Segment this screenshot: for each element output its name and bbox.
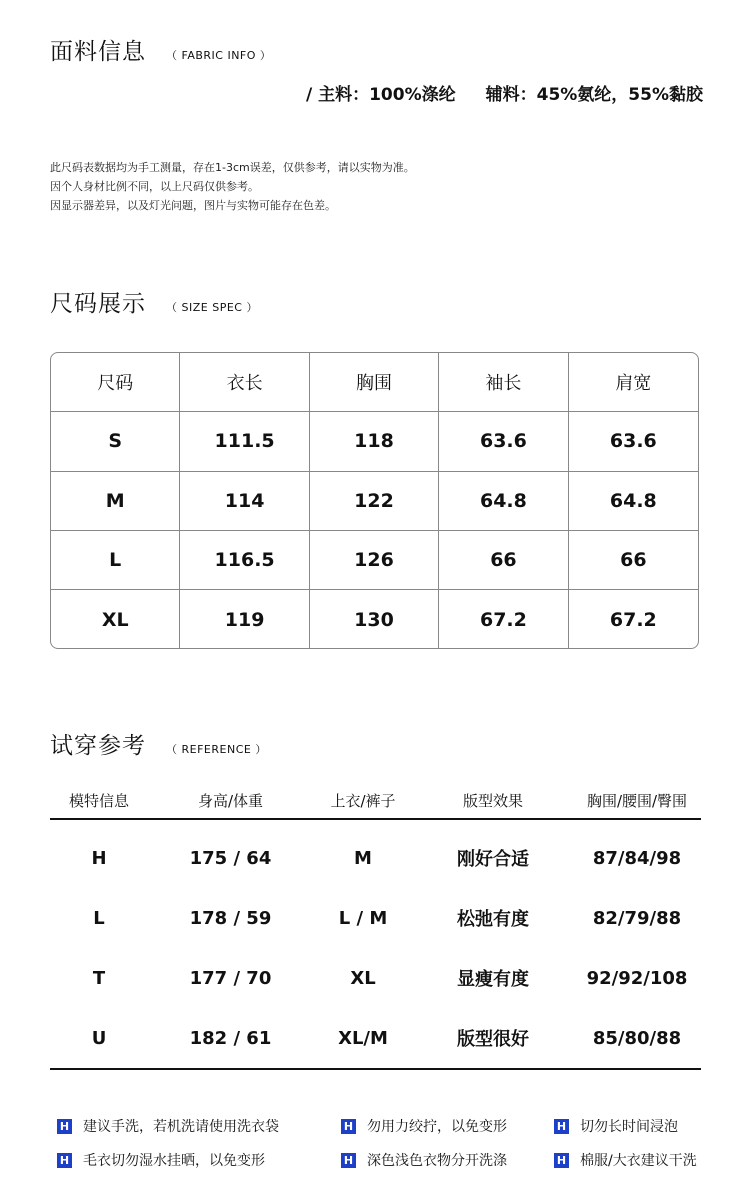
note-line: 因个人身材比例不同，以上尺码仅供参考。 bbox=[50, 180, 259, 193]
reference-cell: M bbox=[354, 847, 372, 869]
reference-cell: L bbox=[93, 907, 105, 929]
size-table bbox=[50, 352, 699, 649]
reference-cell: 87/84/98 bbox=[592, 847, 682, 869]
care-h-icon: H bbox=[554, 1153, 569, 1168]
reference-cell: L / M bbox=[338, 907, 388, 929]
care-item bbox=[57, 1116, 279, 1136]
size-cell: 67.2 bbox=[439, 590, 568, 649]
care-h-icon: H bbox=[341, 1153, 356, 1168]
reference-table-header bbox=[50, 790, 701, 820]
size-table-row bbox=[51, 472, 698, 531]
care-text: 深色浅色衣物分开洗涤 bbox=[367, 1153, 507, 1169]
size-cell: 119 bbox=[180, 590, 309, 649]
care-text: 毛衣切勿湿水挂晒，以免变形 bbox=[83, 1153, 265, 1169]
size-cell: L bbox=[51, 531, 180, 589]
measurement-notes bbox=[50, 158, 415, 215]
reference-cell: 92/92/108 bbox=[586, 967, 688, 989]
size-cell: 63.6 bbox=[609, 430, 657, 453]
size-header-cell: 衣长 bbox=[180, 353, 309, 411]
care-item bbox=[57, 1150, 265, 1170]
reference-row bbox=[50, 948, 701, 1008]
fabric-title: 面料信息 bbox=[50, 39, 146, 65]
size-header-cell: 肩宽 bbox=[615, 373, 652, 395]
size-section-title bbox=[50, 285, 258, 318]
care-item bbox=[554, 1116, 678, 1136]
size-cell: 67.2 bbox=[609, 608, 657, 631]
reference-title: 试穿参考 bbox=[50, 733, 146, 759]
size-header-cell: 尺码 bbox=[51, 353, 180, 411]
reference-cell: U bbox=[91, 1027, 107, 1049]
size-cell: M bbox=[51, 472, 180, 530]
size-cell: 122 bbox=[310, 472, 439, 530]
main-material: / 主料：100%涤纶 bbox=[305, 85, 456, 105]
size-cell: S bbox=[51, 412, 180, 470]
size-cell: 111.5 bbox=[180, 412, 309, 470]
reference-row bbox=[50, 888, 701, 948]
size-table-row bbox=[51, 412, 698, 471]
reference-cell: 177 / 70 bbox=[189, 967, 272, 989]
reference-table-body bbox=[50, 828, 701, 1068]
reference-cell: 175 / 64 bbox=[189, 847, 272, 869]
size-cell: 64.8 bbox=[439, 472, 568, 530]
care-h-icon: H bbox=[57, 1153, 72, 1168]
reference-header-cell: 上衣/裤子 bbox=[330, 792, 396, 810]
reference-title-en: （ REFERENCE ） bbox=[166, 743, 267, 756]
care-item bbox=[341, 1116, 507, 1136]
reference-table-bottom-rule bbox=[50, 1068, 701, 1070]
reference-header-cell: 身高/体重 bbox=[197, 792, 264, 810]
materials-line bbox=[306, 80, 703, 105]
size-cell: 126 bbox=[310, 531, 439, 589]
note-line: 因显示器差异，以及灯光问题，图片与实物可能存在色差。 bbox=[50, 199, 336, 212]
care-text: 棉服/大衣建议干洗 bbox=[580, 1153, 697, 1169]
size-header-cell: 胸围 bbox=[310, 353, 439, 411]
reference-cell: T bbox=[92, 967, 106, 989]
fabric-title-en: （ FABRIC INFO ） bbox=[166, 49, 272, 62]
size-table-row bbox=[51, 531, 698, 590]
care-text: 建议手洗，若机洗请使用洗衣袋 bbox=[83, 1119, 279, 1135]
reference-cell: 178 / 59 bbox=[189, 907, 272, 929]
care-h-icon: H bbox=[341, 1119, 356, 1134]
size-title-en: （ SIZE SPEC ） bbox=[166, 301, 258, 314]
reference-cell: 182 / 61 bbox=[189, 1027, 272, 1049]
care-h-icon: H bbox=[554, 1119, 569, 1134]
reference-cell: 显瘦有度 bbox=[457, 969, 529, 990]
reference-row bbox=[50, 1008, 701, 1068]
reference-header-cell: 胸围/腰围/臀围 bbox=[586, 792, 688, 810]
size-table-row bbox=[51, 590, 698, 649]
size-header-cell: 袖长 bbox=[439, 353, 568, 411]
size-cell: 114 bbox=[180, 472, 309, 530]
reference-section-title bbox=[50, 727, 267, 760]
care-item bbox=[554, 1150, 697, 1170]
reference-row bbox=[50, 828, 701, 888]
size-cell: 63.6 bbox=[439, 412, 568, 470]
size-cell: 118 bbox=[310, 412, 439, 470]
care-text: 勿用力绞拧，以免变形 bbox=[367, 1119, 507, 1135]
care-item bbox=[341, 1150, 507, 1170]
reference-cell: 松弛有度 bbox=[457, 909, 529, 930]
aux-material: 辅料：45%氨纶，55%黏胶 bbox=[485, 85, 703, 105]
reference-cell: H bbox=[91, 847, 107, 869]
reference-cell: XL/M bbox=[338, 1027, 388, 1049]
size-cell: 130 bbox=[310, 590, 439, 649]
reference-header-cell: 模特信息 bbox=[68, 792, 129, 810]
reference-header-cell: 版型效果 bbox=[462, 792, 523, 810]
care-h-icon: H bbox=[57, 1119, 72, 1134]
reference-cell: 刚好合适 bbox=[457, 849, 529, 870]
fabric-section-title bbox=[50, 33, 271, 66]
reference-cell: 版型很好 bbox=[457, 1029, 529, 1050]
size-cell: 66 bbox=[439, 531, 568, 589]
reference-cell: XL bbox=[350, 967, 376, 989]
size-cell: 116.5 bbox=[180, 531, 309, 589]
size-cell: 64.8 bbox=[609, 489, 657, 512]
note-line: 此尺码表数据均为手工测量，存在1-3cm误差，仅供参考，请以实物为准。 bbox=[50, 161, 415, 174]
reference-cell: 82/79/88 bbox=[592, 907, 682, 929]
reference-cell: 85/80/88 bbox=[592, 1027, 682, 1049]
size-cell: XL bbox=[51, 590, 180, 649]
size-table-header bbox=[51, 353, 698, 412]
size-cell: 66 bbox=[620, 549, 647, 572]
care-text: 切勿长时间浸泡 bbox=[580, 1119, 678, 1135]
size-title: 尺码展示 bbox=[50, 291, 146, 317]
